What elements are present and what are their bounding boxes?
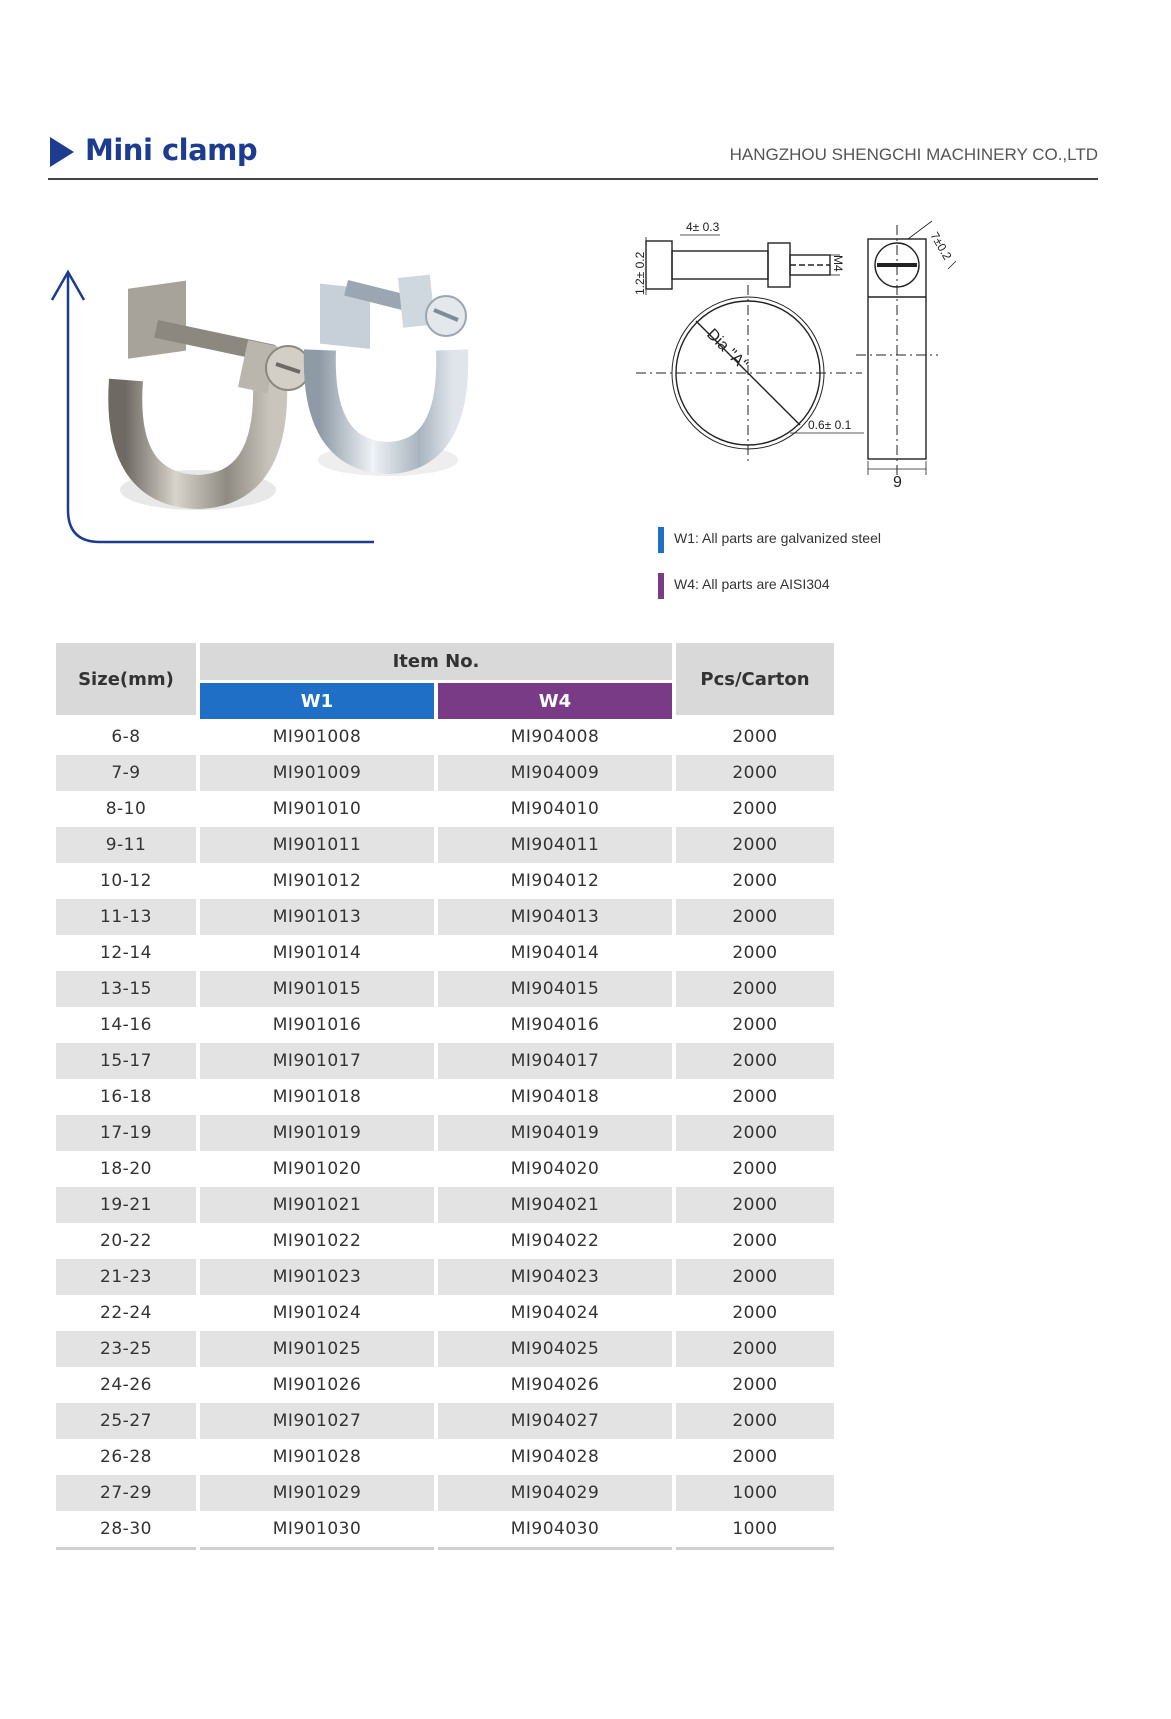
cell-w1: MI901030 [200, 1511, 434, 1550]
cell-size: 28-30 [56, 1511, 196, 1550]
header-size: Size(mm) [56, 643, 196, 719]
cell-size: 27-29 [56, 1475, 196, 1511]
cell-size: 25-27 [56, 1403, 196, 1439]
cell-pcs: 2000 [676, 1043, 834, 1079]
cell-pcs: 2000 [732, 1303, 778, 1323]
cell-size: 17-19 [56, 1115, 196, 1151]
clamp-photo-w4 [120, 281, 310, 510]
table-row [56, 1115, 834, 1151]
legend-text-w1: W1: All parts are galvanized steel [674, 530, 881, 546]
cell-pcs: 2000 [676, 1259, 834, 1295]
cell-w1: MI901028 [272, 1447, 362, 1467]
cell-w1: MI901017 [200, 1043, 434, 1079]
cell-size: 14-16 [100, 1015, 152, 1035]
cell-pcs: 2000 [732, 1447, 778, 1467]
cell-w1: MI901014 [272, 943, 362, 963]
cell-pcs: 2000 [732, 1231, 778, 1251]
dim-left-label: 1.2± 0.2 [633, 251, 647, 295]
cell-pcs: 2000 [732, 1087, 778, 1107]
cell-w4: MI904025 [438, 1331, 672, 1367]
legend-swatch-w1 [658, 527, 664, 553]
cell-w4: MI904015 [438, 971, 672, 1007]
cell-pcs: 2000 [676, 1403, 834, 1439]
cell-size: 6-8 [111, 727, 141, 747]
cell-w1: MI901021 [200, 1187, 434, 1223]
legend-item-w1 [658, 527, 1078, 553]
cell-w4: MI904020 [510, 1159, 600, 1179]
page-title: Mini clamp [85, 133, 258, 167]
cell-size: 10-12 [100, 871, 152, 891]
cell-w1: MI901026 [272, 1375, 362, 1395]
cell-w4: MI904023 [438, 1259, 672, 1295]
cell-size: 19-21 [56, 1187, 196, 1223]
cell-w4: MI904012 [510, 871, 600, 891]
cell-size: 16-18 [100, 1087, 152, 1107]
dim-dia-label: Dia "A" [703, 325, 751, 374]
product-photos [48, 260, 528, 600]
cell-w1: MI901029 [200, 1475, 434, 1511]
table-row [56, 863, 834, 899]
table-row [56, 935, 834, 971]
cell-w1: MI901027 [200, 1403, 434, 1439]
dim-top-label: 4± 0.3 [686, 220, 720, 234]
table-row [56, 1043, 834, 1079]
cell-pcs: 2000 [676, 1115, 834, 1151]
technical-drawing [633, 220, 1040, 525]
table-row [56, 1475, 834, 1511]
table-row [56, 1187, 834, 1223]
cell-w1: MI901008 [272, 727, 362, 747]
product-photo-graphic [48, 260, 528, 600]
cell-w4: MI904028 [510, 1447, 600, 1467]
cell-pcs: 1000 [676, 1475, 834, 1511]
cell-w4: MI904018 [510, 1087, 600, 1107]
cell-pcs: 2000 [732, 1375, 778, 1395]
table-row [56, 899, 834, 935]
legend-item-w4 [658, 573, 1078, 599]
table-row [56, 755, 834, 791]
dim-head-label: 7±0.2 [927, 229, 955, 263]
table-row [56, 1511, 834, 1550]
cell-w1: MI901009 [200, 755, 434, 791]
table-row [56, 1151, 834, 1187]
cell-w1: MI901019 [200, 1115, 434, 1151]
table-row [56, 971, 834, 1007]
cell-w1: MI901013 [200, 899, 434, 935]
table-row [56, 791, 834, 827]
cell-w1: MI901011 [200, 827, 434, 863]
cell-w4: MI904027 [438, 1403, 672, 1439]
cell-w4: MI904019 [438, 1115, 672, 1151]
cell-w4: MI904021 [438, 1187, 672, 1223]
table-row [56, 1439, 834, 1475]
cell-pcs: 2000 [732, 1015, 778, 1035]
cell-w1: MI901012 [272, 871, 362, 891]
cell-size: 15-17 [56, 1043, 196, 1079]
cell-w4: MI904011 [438, 827, 672, 863]
table-row [56, 1295, 834, 1331]
cell-w4: MI904016 [510, 1015, 600, 1035]
cell-pcs: 2000 [732, 727, 778, 747]
table-row [56, 1007, 834, 1043]
cell-size: 18-20 [100, 1159, 152, 1179]
cell-size: 23-25 [56, 1331, 196, 1367]
cell-size: 13-15 [56, 971, 196, 1007]
cell-w4: MI904013 [438, 899, 672, 935]
cell-w1: MI901024 [272, 1303, 362, 1323]
dim-thickness-label: 0.6± 0.1 [808, 418, 852, 432]
cell-pcs: 2000 [732, 1159, 778, 1179]
cell-pcs: 2000 [676, 899, 834, 935]
cell-pcs: 2000 [676, 755, 834, 791]
cell-size: 11-13 [56, 899, 196, 935]
cell-w4: MI904026 [510, 1375, 600, 1395]
cell-size: 7-9 [56, 755, 196, 791]
cell-pcs: 2000 [676, 827, 834, 863]
spec-table [52, 643, 838, 1550]
cell-size: 21-23 [56, 1259, 196, 1295]
cell-w1: MI901018 [272, 1087, 362, 1107]
cell-pcs: 2000 [732, 943, 778, 963]
cell-w1: MI901010 [272, 799, 362, 819]
table-row [56, 719, 834, 755]
cell-size: 8-10 [105, 799, 147, 819]
header-pcs-carton: Pcs/Carton [676, 643, 834, 719]
spec-table-body [56, 719, 834, 1550]
header-divider [48, 178, 1098, 180]
cell-pcs: 2000 [732, 799, 778, 819]
cell-size: 20-22 [100, 1231, 152, 1251]
dim-width-label: 9 [893, 474, 902, 491]
header-w1: W1 [200, 680, 434, 719]
cell-w1: MI901015 [200, 971, 434, 1007]
cell-size: 26-28 [100, 1447, 152, 1467]
table-row [56, 1367, 834, 1403]
cell-pcs: 2000 [676, 1331, 834, 1367]
cell-size: 24-26 [100, 1375, 152, 1395]
title-triangle-icon [50, 137, 74, 167]
cell-w1: MI901022 [272, 1231, 362, 1251]
table-row [56, 1223, 834, 1259]
cell-pcs: 1000 [676, 1511, 834, 1550]
header-item-no: Item No. [200, 643, 672, 680]
page-header [48, 133, 1098, 179]
cell-size: 9-11 [56, 827, 196, 863]
cell-pcs: 2000 [676, 971, 834, 1007]
cell-w4: MI904024 [510, 1303, 600, 1323]
cell-w4: MI904010 [510, 799, 600, 819]
table-row [56, 1331, 834, 1367]
cell-w4: MI904022 [510, 1231, 600, 1251]
table-row [56, 1079, 834, 1115]
cell-w1: MI901020 [272, 1159, 362, 1179]
cell-w4: MI904014 [510, 943, 600, 963]
cell-pcs: 2000 [732, 871, 778, 891]
cell-size: 22-24 [100, 1303, 152, 1323]
header-w4: W4 [438, 680, 672, 719]
cell-w1: MI901023 [200, 1259, 434, 1295]
legend-text-w4: W4: All parts are AISI304 [674, 576, 830, 592]
cell-pcs: 2000 [676, 1187, 834, 1223]
table-row [56, 827, 834, 863]
cell-w4: MI904017 [438, 1043, 672, 1079]
dim-thread-label: M4 [831, 255, 845, 272]
cell-w4: MI904009 [438, 755, 672, 791]
drawing-graphic [633, 220, 1040, 525]
cell-size: 12-14 [100, 943, 152, 963]
cell-w1: MI901025 [200, 1331, 434, 1367]
cell-w4: MI904030 [438, 1511, 672, 1550]
table-row [56, 1259, 834, 1295]
company-name: HANGZHOU SHENGCHI MACHINERY CO.,LTD [729, 145, 1098, 164]
legend-swatch-w4 [658, 573, 664, 599]
cell-w4: MI904008 [510, 727, 600, 747]
table-row [56, 1403, 834, 1439]
cell-w1: MI901016 [272, 1015, 362, 1035]
cell-w4: MI904029 [438, 1475, 672, 1511]
clamp-photo-w1 [318, 275, 466, 476]
